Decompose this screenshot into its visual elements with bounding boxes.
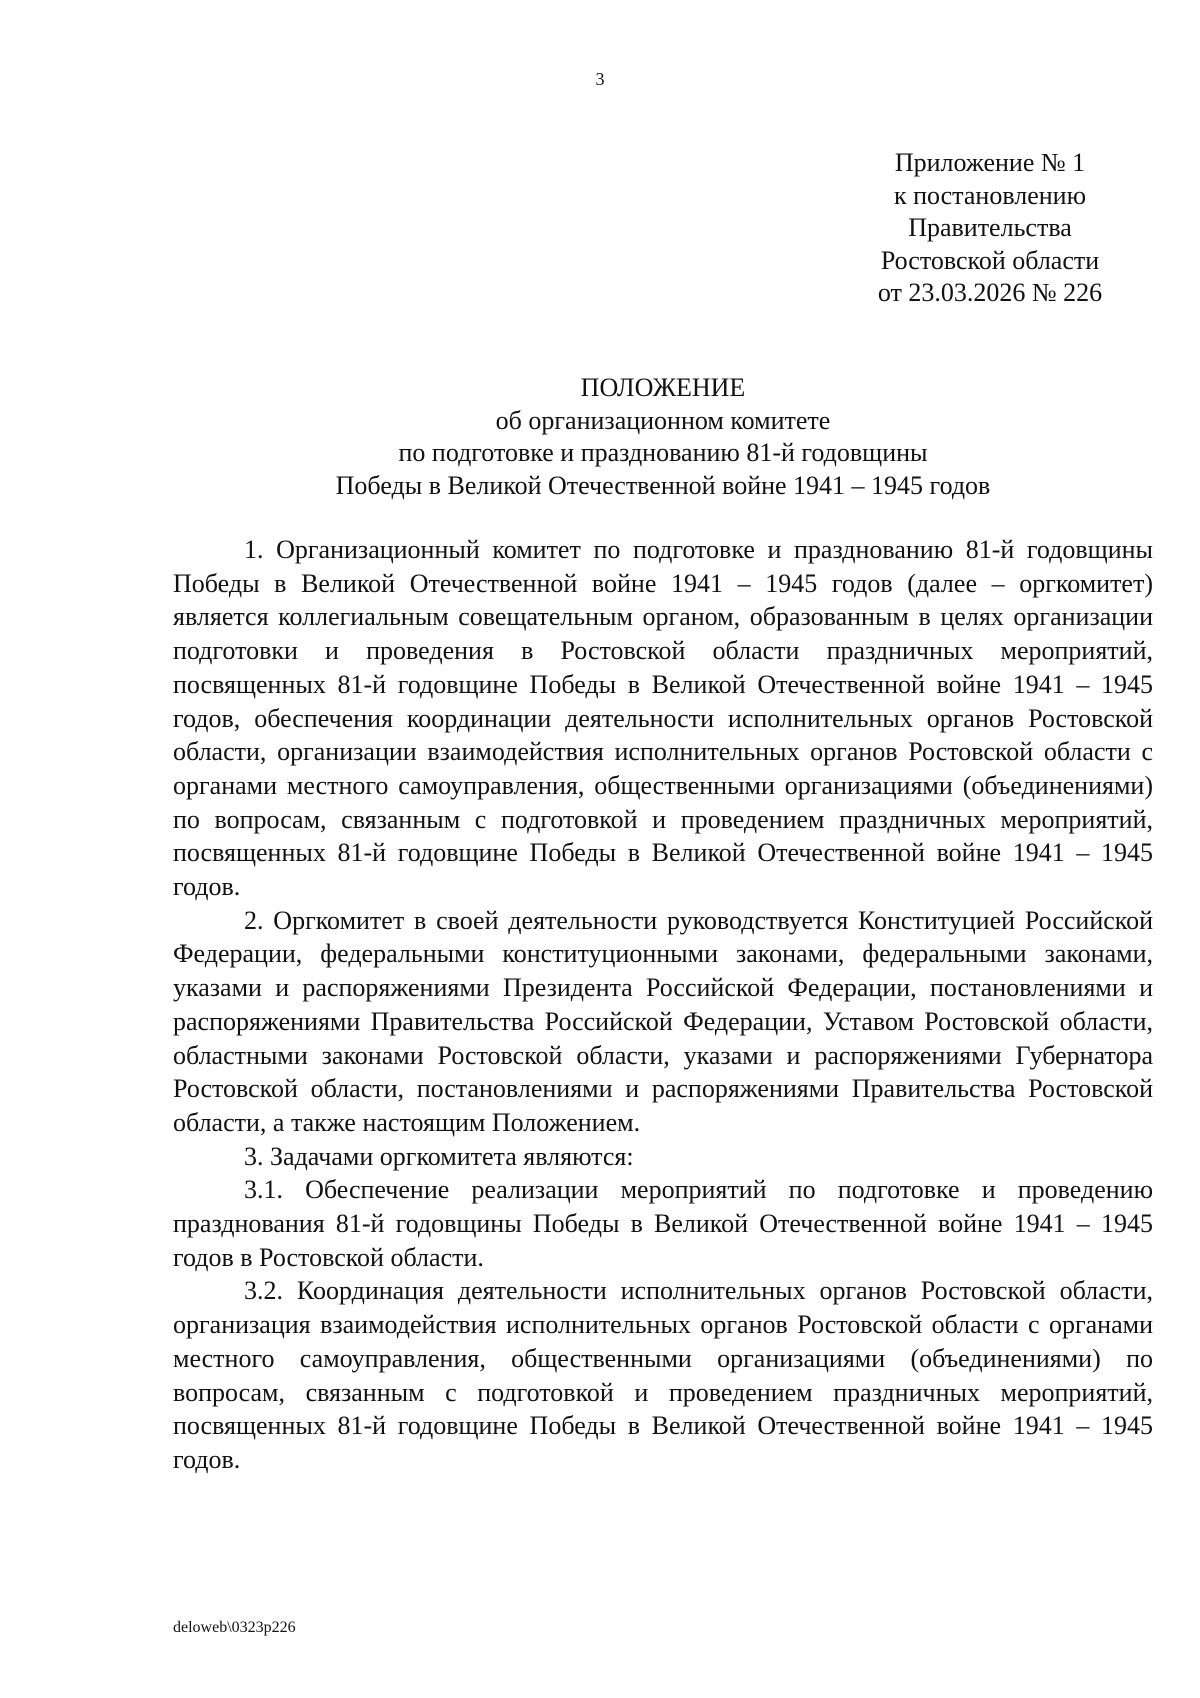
appendix-number: Приложение № 1 (894, 148, 1086, 177)
document-footer-code: deloweb\0323p226 (173, 1619, 296, 1636)
appendix-region: Ростовской области (880, 245, 1100, 275)
paragraph-3: 3. Задачами оргкомитета являются: (244, 1141, 634, 1171)
document-body (173, 533, 1153, 1477)
document-subtitle-line-2: по подготовке и празднованию 81-й годовщины (398, 438, 928, 467)
document-subtitle-line-1: об организационном комитете (495, 405, 831, 435)
paragraph-1: 1. Организационный комитет по подготовке и празднованию 81-й годовщины Победы в Великой Отечественной войне 1941 – 1945 годов (далее – оргкомитет) является коллегиальным совещательным органом, образованным в целях организации подготовки и проведения в Ростовской области праздничных мероприятий, посвященных 81-й годовщине Победы в Великой Отечественной войне 1941 – 1945 годов, обеспечения координации деятельности исполнительных органов Ростовской области, организации взаимодействия исполнительных органов Ростовской области с органами местного самоуправления, общественными организациями (объединениями) по вопросам, связанным с подготовкой и проведением праздничных мероприятий, посвященных 81-й годовщине Победы в Великой Отечественной войне 1941 – 1945 годов. (173, 535, 1153, 902)
paragraph-2: 2. Оргкомитет в своей деятельности руководствуется Конституцией Российской Федерации, федеральными конституционными законами, федеральными законами, указами и распоряжениями Президента Российской Федерации, постановлениями и распоряжениями Правительства Российской Федерации, Уставом Ростовской области, областными законами Ростовской области, указами и распоряжениями Губернатора Ростовской области, постановлениями и распоряжениями Правительства Ростовской области, а также настоящим Положением. (173, 905, 1153, 1137)
appendix-to-resolution: к постановлению (893, 180, 1087, 210)
page-number: 3 (595, 69, 605, 89)
appendix-date-number: от 23.03.2026 № 226 (877, 278, 1103, 307)
appendix-government: Правительства (908, 213, 1072, 242)
paragraph-3-2: 3.2. Координация деятельности исполнительных органов Ростовской области, организация взаимодействия исполнительных органов Ростовской области с органами местного самоуправления, общественными организациями (объединениями) по вопросам, связанным с подготовкой и проведением праздничных мероприятий, посвященных 81-й годовщине Победы в Великой Отечественной войне 1941 – 1945 годов. (173, 1276, 1153, 1474)
document-heading: ПОЛОЖЕНИЕ (580, 373, 746, 402)
paragraph-3-1: 3.1. Обеспечение реализации мероприятий по подготовке и проведению празднования 81-й годовщины Победы в Великой Отечественной войне 1941 – 1945 годов в Ростовской области. (173, 1175, 1153, 1272)
document-title-block (170, 372, 1156, 502)
document-subtitle-line-3: Победы в Великой Отечественной войне 1941 – 1945 годов (335, 470, 991, 500)
appendix-reference-block (830, 147, 1150, 310)
